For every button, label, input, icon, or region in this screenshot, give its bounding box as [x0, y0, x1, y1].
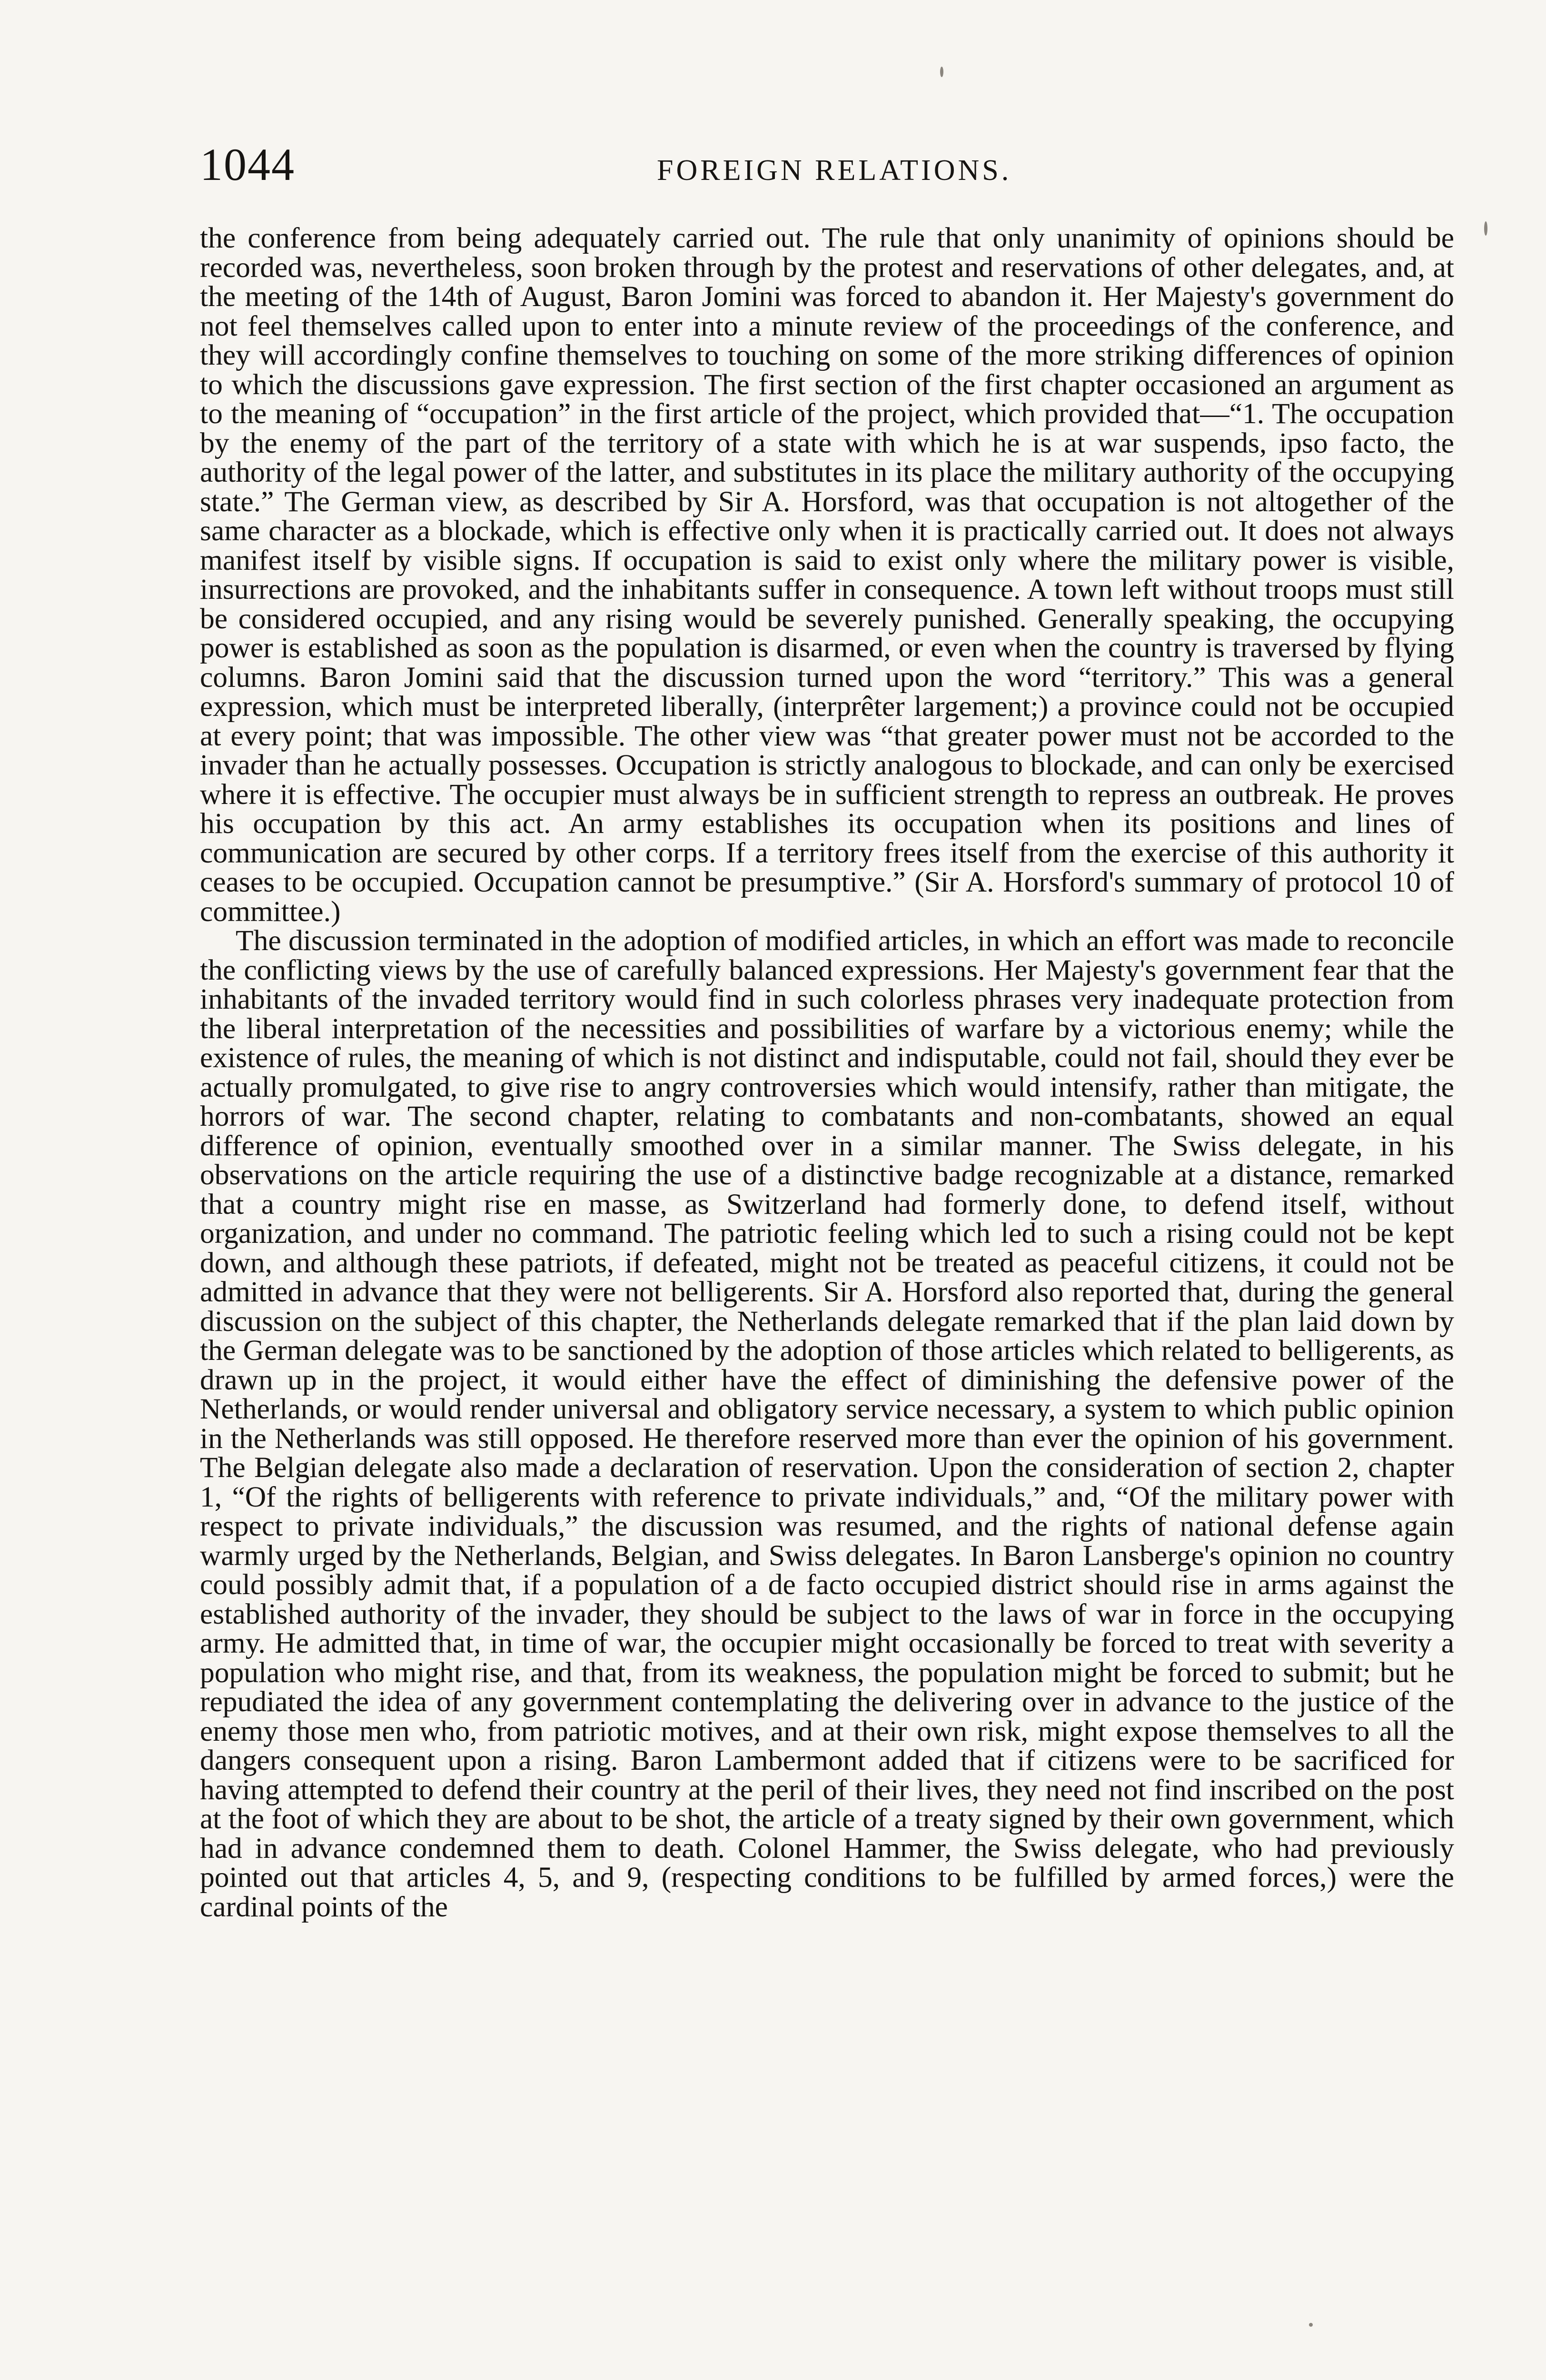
- scan-speck: [940, 67, 943, 77]
- document-page: [200, 138, 1454, 1922]
- scan-speck: [1309, 2323, 1313, 2327]
- paragraph-2: The discussion terminated in the adoption of modified articles, in which an effort was made to reconcile the conflicting views by the use of carefully balanced expressions. Her Majesty's government fear that the inhabitants of the invaded territory would find in such colorless phrases very inadequate protection from the liberal interpretation of the necessities and possibilities of warfare by a victorious enemy; while the existence of rules, the meaning of which is not distinct and indisputable, could not fail, should they ever be actually promulgated, to give rise to angry controversies which would intensify, rather than mitigate, the horrors of war. The second chapter, relating to combatants and non-combatants, showed an equal difference of opinion, eventually smoothed over in a similar manner. The Swiss delegate, in his observations on the article requiring the use of a distinctive badge recognizable at a distance, remarked that a country might rise en masse, as Switzerland had formerly done, to defend itself, without organization, and under no command. The patriotic feeling which led to such a rising could not be kept down, and although these patriots, if defeated, might not be treated as peaceful citizens, it could not be admitted in advance that they were not belligerents. Sir A. Horsford also reported that, during the general discussion on the subject of this chapter, the Netherlands delegate remarked that if the plan laid down by the German delegate was to be sanctioned by the adoption of those articles which related to belligerents, as drawn up in the project, it would either have the effect of diminishing the defensive power of the Netherlands, or would render universal and obligatory service necessary, a system to which public opinion in the Netherlands was still opposed. He therefore reserved more than ever the opinion of his government. The Belgian delegate also made a declaration of reservation. Upon the consideration of section 2, chapter 1, “Of the rights of belligerents with reference to private individuals,” and, “Of the military power with respect to private individuals,” the discussion was resumed, and the rights of national defense again warmly urged by the Netherlands, Belgian, and Swiss delegates. In Baron Lansberge's opinion no country could possibly admit that, if a population of a de facto occupied district should rise in arms against the established authority of the invader, they should be subject to the laws of war in force in the occupying army. He admitted that, in time of war, the occupier might occasionally be forced to treat with severity a population who might rise, and that, from its weakness, the population might be forced to submit; but he repudiated the idea of any government contemplating the delivering over in advance to the justice of the enemy those men who, from patriotic motives, and at their own risk, might expose themselves to all the dangers consequent upon a rising. Baron Lambermont added that if citizens were to be sacrificed for having attempted to defend their country at the peril of their lives, they need not find inscribed on the post at the foot of which they are about to be shot, the article of a treaty signed by their own government, which had in advance condemned them to death. Colonel Hammer, the Swiss delegate, who had previously pointed out that articles 4, 5, and 9, (respecting conditions to be fulfilled by armed forces,) were the cardinal points of the: [200, 924, 1454, 1923]
- paragraph-1: the conference from being adequately carried out. The rule that only unanimity of opinions should be recorded was, nevertheless, soon broken through by the protest and reservations of other delegates, and, at the meeting of the 14th of August, Baron Jomini was forced to abandon it. Her Majesty's government do not feel themselves called upon to enter into a minute review of the proceedings of the conference, and they will accordingly confine themselves to touching on some of the more striking differences of opinion to which the discussions gave expression. The first section of the first chapter occasioned an argument as to the meaning of “occupation” in the first article of the project, which provided that—“1. The occupation by the enemy of the part of the territory of a state with which he is at war suspends, ipso facto, the authority of the legal power of the latter, and substitutes in its place the military authority of the occupying state.” The German view, as described by Sir A. Horsford, was that occupation is not altogether of the same character as a blockade, which is effective only when it is practically carried out. It does not always manifest itself by visible signs. If occupation is said to exist only where the military power is visible, insurrections are provoked, and the inhabitants suffer in consequence. A town left without troops must still be considered occupied, and any rising would be severely punished. Generally speaking, the occupying power is established as soon as the population is disarmed, or even when the country is traversed by flying columns. Baron Jomini said that the discussion turned upon the word “territory.” This was a general expression, which must be interpreted liberally, (interprêter largement;) a province could not be occupied at every point; that was impossible. The other view was “that greater power must not be accorded to the invader than he actually possesses. Occupation is strictly analogous to blockade, and can only be exercised where it is effective. The occupier must always be in sufficient strength to repress an outbreak. He proves his occupation by this act. An army establishes its occupation when its positions and lines of communication are secured by other corps. If a territory frees itself from the exercise of this authority it ceases to be occupied. Occupation cannot be presumptive.” (Sir A. Horsford's summary of protocol 10 of committee.): [200, 222, 1454, 928]
- body-text: [200, 224, 1454, 1922]
- scan-speck: [1484, 221, 1487, 236]
- running-head: [200, 138, 1454, 214]
- running-head-title: FOREIGN RELATIONS.: [657, 154, 1012, 187]
- page-number: 1044: [200, 139, 295, 190]
